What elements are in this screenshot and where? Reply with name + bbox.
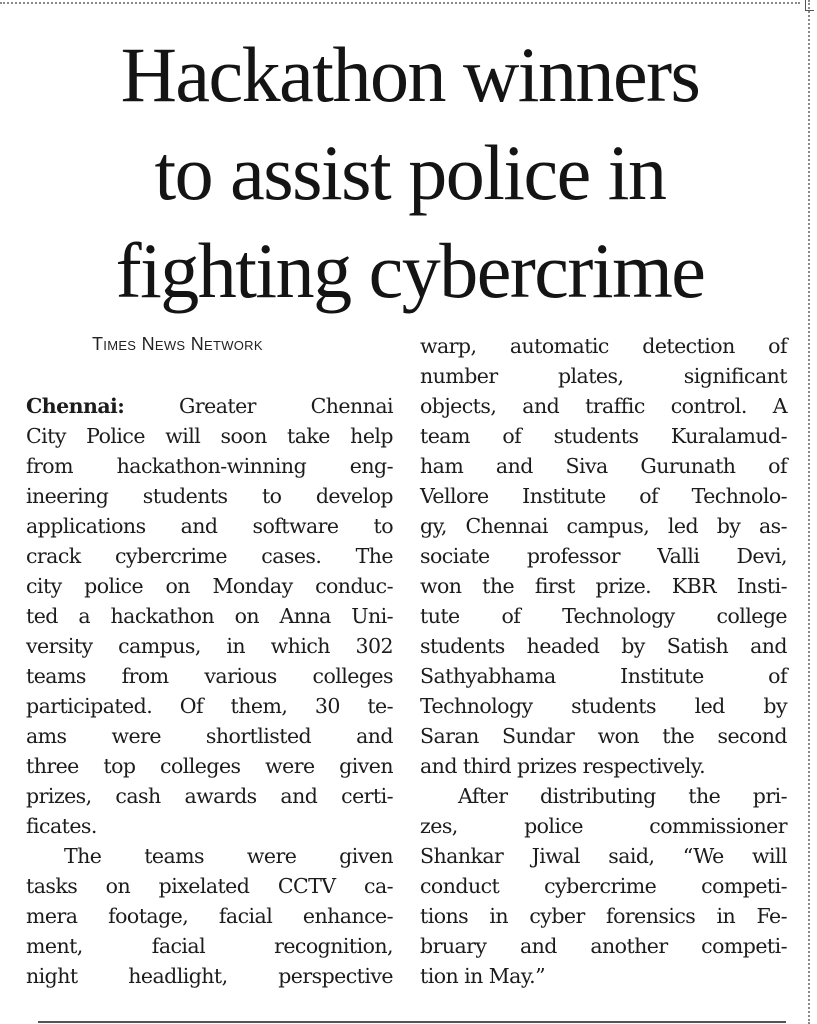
body-line: participated. Of them, 30 te- (26, 694, 393, 718)
dateline: Chennai: (26, 394, 125, 418)
body-line: teams from various colleges (26, 664, 393, 688)
byline: Times News Network (92, 334, 263, 354)
body-line: ment, facial recognition, (26, 934, 393, 958)
body-line: zes, police commissioner (420, 814, 787, 838)
headline-line: Hackathon winners (120, 31, 700, 118)
body-line: ineering students to develop (26, 484, 393, 508)
body-line: prizes, cash awards and certi- (26, 784, 393, 808)
body-line: The teams were given (64, 844, 393, 868)
body-line: bruary and another competi- (420, 934, 787, 958)
body-line: Vellore Institute of Technolo- (420, 484, 787, 508)
body-line: Shankar Jiwal said, “We will (420, 844, 787, 868)
body-line: team of students Kuralamud- (420, 424, 787, 448)
headline-line: fighting cybercrime (115, 227, 705, 314)
body-line: conduct cybercrime competi- (420, 874, 787, 898)
body-line: number plates, significant (420, 364, 787, 388)
body-line: gy, Chennai campus, led by as- (420, 514, 787, 538)
body-line: tute of Technology college (420, 604, 787, 628)
body-line: tasks on pixelated CCTV ca- (26, 874, 393, 898)
body-line: from hackathon-winning eng- (26, 454, 393, 478)
body-text: Greater Chennai (124, 394, 393, 418)
body-line: versity campus, in which 302 (26, 634, 393, 658)
article-column-right (420, 331, 787, 991)
body-line: sociate professor Valli Devi, (420, 544, 787, 568)
article-column-left (26, 391, 393, 991)
body-line: City Police will soon take help (26, 424, 393, 448)
right-dotted-rule (808, 0, 810, 1024)
body-line: three top colleges were given (26, 754, 393, 778)
body-line: ted a hackathon on Anna Uni- (26, 604, 393, 628)
body-line: Sathyabhama Institute of (420, 664, 787, 688)
body-line: mera footage, facial enhance- (26, 904, 393, 928)
body-line: objects, and traffic control. A (420, 394, 787, 418)
body-line: tions in cyber forensics in Fe- (420, 904, 787, 928)
body-line: After distributing the pri- (458, 784, 787, 808)
corner-crop-mark (805, 0, 814, 11)
body-line: ficates. (26, 814, 97, 838)
body-line: ham and Siva Gurunath of (420, 454, 787, 478)
body-line: warp, automatic detection of (420, 334, 787, 358)
body-line: night headlight, perspective (26, 964, 393, 988)
body-line: Saran Sundar won the second (420, 724, 787, 748)
body-line: tion in May.” (420, 964, 546, 988)
body-line: students headed by Satish and (420, 634, 787, 658)
bottom-rule (38, 1021, 786, 1023)
body-line: applications and software to (26, 514, 393, 538)
body-line: and third prizes respectively. (420, 754, 706, 778)
body-line: city police on Monday conduc- (26, 574, 393, 598)
body-line: Technology students led by (420, 694, 787, 718)
body-line: won the first prize. KBR Insti- (420, 574, 787, 598)
headline-line: to assist police in (154, 129, 666, 216)
article-headline (20, 26, 800, 320)
body-line: crack cybercrime cases. The (26, 544, 393, 568)
top-dotted-rule (0, 2, 800, 4)
body-line: ams were shortlisted and (26, 724, 393, 748)
body-line (26, 391, 393, 421)
